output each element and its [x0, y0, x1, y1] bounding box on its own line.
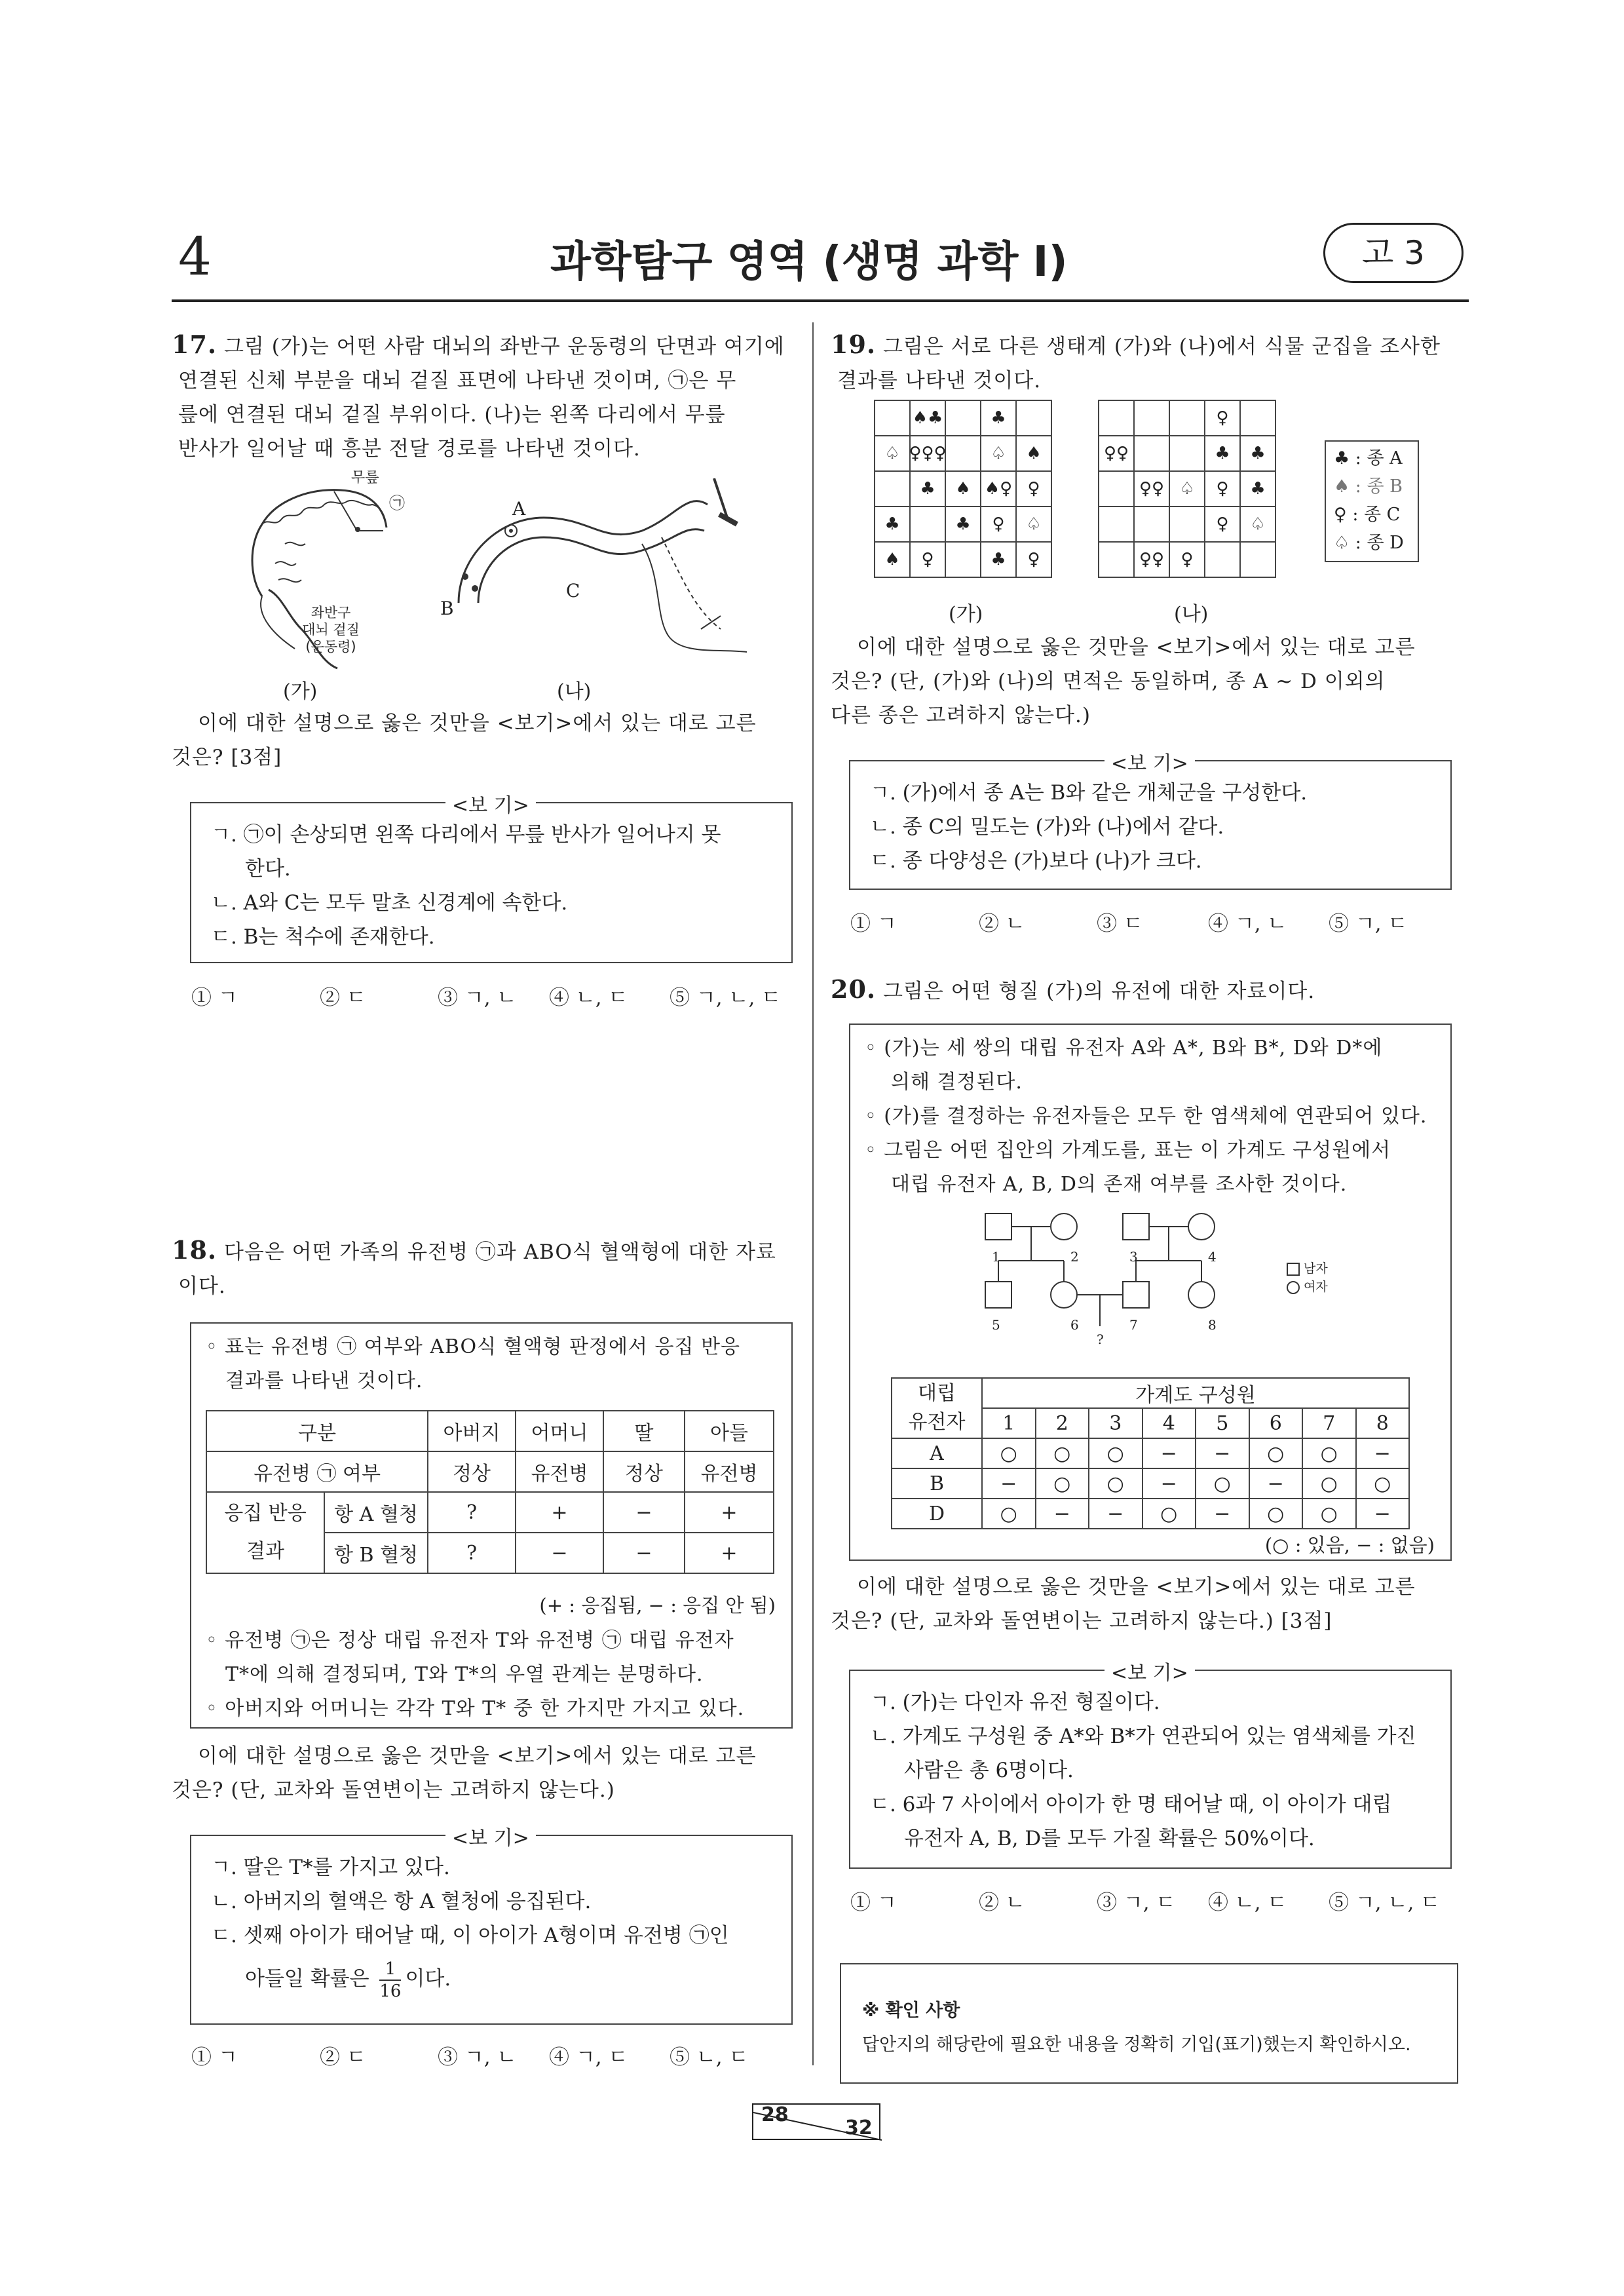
q20-stem — [831, 972, 1460, 1008]
bogi-item: 유전자 A, B, D를 모두 가질 확률은 50%이다. — [904, 1827, 1315, 1850]
grid-cell: ♀ — [981, 507, 1017, 543]
grid-cell: ♤ — [1017, 507, 1052, 543]
choice-2[interactable]: ② ㄷ — [320, 2046, 366, 2069]
ped-id: 1 — [992, 1249, 1000, 1265]
q18-question: 이에 대한 설명으로 옳은 것만을 <보기>에서 있는 대로 고른 것은? (단, 교차와 돌연변이는 고려하지 않는다.) — [172, 1744, 757, 1802]
q20-choices — [850, 1886, 1440, 1915]
grid-cell — [1205, 543, 1241, 578]
grid-cell: ♀ — [1205, 507, 1241, 543]
choice-2[interactable]: ② ㄷ — [320, 986, 366, 1010]
q20-box-item: 대립 유전자 A, B, D의 존재 여부를 조사한 것이다. — [891, 1173, 1348, 1196]
grid-cell — [1099, 543, 1135, 578]
table-cell: ○ — [1302, 1438, 1356, 1468]
bogi-item: ㄱ. (가)는 다인자 유전 형질이다. — [870, 1691, 1160, 1714]
table-col-header: 1 — [982, 1408, 1036, 1438]
q17-text-line: 반사가 일어날 때 흥분 전달 경로를 나타낸 것이다. — [178, 437, 641, 461]
table-cell: ○ — [1089, 1438, 1142, 1468]
grade-badge — [1323, 223, 1463, 283]
table-cell: − — [1089, 1499, 1142, 1529]
table-col-header: 8 — [1356, 1408, 1410, 1438]
table-cell: − — [1036, 1499, 1089, 1529]
q18-text-line: 이다. — [178, 1274, 226, 1298]
choice-4[interactable]: ④ ㄱ, ㄷ — [549, 2046, 628, 2069]
choice-5[interactable]: ⑤ ㄴ, ㄷ — [670, 2046, 749, 2069]
grid-cell: ♣ — [911, 472, 946, 507]
grid-cell: ♤ — [981, 436, 1017, 472]
table-cell: − — [1356, 1499, 1410, 1529]
q17-question: 이에 대한 설명으로 옳은 것만을 <보기>에서 있는 대로 고른 것은? [3점] — [172, 712, 757, 769]
choice-4[interactable]: ④ ㄴ, ㄷ — [549, 986, 628, 1010]
choice-1[interactable]: ① ㄱ — [850, 1891, 897, 1915]
choice-1[interactable]: ① ㄱ — [191, 986, 238, 1010]
q17-text-line: 릎에 연결된 대뇌 겉질 부위이다. (나)는 왼쪽 다리에서 무릎 — [178, 403, 726, 427]
bogi-title: <보 기> — [445, 789, 536, 818]
q18-box-item: ◦ 표는 유전병 ㉠ 여부와 ABO식 혈액형 판정에서 응집 반응 — [206, 1335, 740, 1358]
grid-cell: ♣ — [1241, 436, 1276, 472]
choice-2[interactable]: ② ㄴ — [979, 1891, 1025, 1915]
q17-text-line: 그림 (가)는 어떤 사람 대뇌의 좌반구 운동령의 단면과 여기에 — [223, 335, 785, 358]
bogi-item: 아들일 확률은 $\frac{1}{16}$ 이다. — [245, 1959, 451, 2001]
table-row — [892, 1499, 1409, 1529]
grid-cell: ♣ — [946, 507, 981, 543]
q20-data-box — [849, 1024, 1452, 1561]
q17-choices — [191, 981, 781, 1010]
q19-question: 이에 대한 설명으로 옳은 것만을 <보기>에서 있는 대로 고른 것은? (단, (가)와 (나)의 면적은 동일하며, 종 A ~ D 이외의 다른 종은 고려하지 않는다.) — [831, 636, 1416, 727]
grid-cell — [1017, 401, 1052, 436]
q19-stem — [831, 328, 1460, 398]
q18-text-line: 다음은 어떤 가족의 유전병 ㉠과 ABO식 혈액형에 대한 자료 — [223, 1240, 776, 1264]
table-cell: − — [982, 1468, 1036, 1499]
grid-cell: ♠ — [875, 543, 911, 578]
grid-cell: ♀ — [1017, 472, 1052, 507]
table-col-header: 6 — [1249, 1408, 1303, 1438]
q20-box-item: ◦ (가)는 세 쌍의 대립 유전자 A와 A*, B와 B*, D와 D*에 — [865, 1037, 1383, 1060]
table-cell: − — [1356, 1438, 1410, 1468]
bogi-title: <보 기> — [1105, 1656, 1195, 1685]
grid-cell: ♀ — [1170, 543, 1205, 578]
q20-number: 20. — [831, 974, 877, 1004]
bogi-title: <보 기> — [1105, 747, 1195, 776]
grid-cell — [946, 436, 981, 472]
bogi-item: ㄷ. 종 다양성은 (가)보다 (나)가 크다. — [870, 849, 1202, 873]
bogi-item: ㄴ. 아버지의 혈액은 항 A 혈청에 응집된다. — [211, 1890, 592, 1913]
ped-id: 7 — [1129, 1317, 1138, 1333]
q18-stem — [172, 1233, 801, 1303]
table-row-label: D — [892, 1499, 982, 1529]
grid-cell: ♀ — [1205, 401, 1241, 436]
grid-cell: ♤ — [875, 436, 911, 472]
bogi-item: ㄷ. 셋째 아이가 태어날 때, 이 아이가 A형이며 유전병 ㉠인 — [211, 1924, 729, 1947]
table-cell: ○ — [1142, 1499, 1196, 1529]
page-total: 32 — [845, 2116, 873, 2139]
ped-id: 6 — [1070, 1317, 1079, 1333]
grid-cell — [1170, 436, 1205, 472]
bogi-item: ㄴ. A와 C는 모두 말초 신경계에 속한다. — [211, 891, 568, 915]
table-cell: ○ — [1302, 1468, 1356, 1499]
table-cell: − — [1142, 1468, 1196, 1499]
grid-cell — [1241, 543, 1276, 578]
ped-id: 8 — [1208, 1317, 1217, 1333]
bogi-title: <보 기> — [445, 1822, 536, 1850]
grid-cell: ♣ — [875, 507, 911, 543]
choice-1[interactable]: ① ㄱ — [850, 912, 897, 936]
table-cell: ○ — [1249, 1438, 1303, 1468]
q17-label-a: A — [512, 498, 526, 520]
grid-cell: ♀ — [1205, 472, 1241, 507]
q18-box-item: T*에 의해 결정되며, T와 T*의 우열 관계는 분명하다. — [225, 1663, 704, 1686]
table-col-header: 3 — [1089, 1408, 1142, 1438]
column-divider — [812, 322, 814, 2065]
grid-cell: ♣ — [981, 401, 1017, 436]
q18-box-item: ◦ 유전병 ㉠은 정상 대립 유전자 T와 유전병 ㉠ 대립 유전자 — [206, 1629, 734, 1652]
choice-4[interactable]: ④ ㄴ, ㄷ — [1208, 1891, 1287, 1915]
q18-data-box — [190, 1322, 793, 1729]
choice-3[interactable]: ③ ㄱ, ㄴ — [438, 986, 517, 1010]
grid-cell — [1099, 401, 1135, 436]
q20-box-item: ◦ (가)를 결정하는 유전자들은 모두 한 염색체에 연관되어 있다. — [865, 1105, 1427, 1128]
grid-cell: ♤ — [1241, 507, 1276, 543]
choice-3[interactable]: ③ ㄱ, ㄷ — [1097, 1891, 1176, 1915]
q17-label-na: (나) — [557, 680, 592, 703]
grid-cell: ♠♣ — [911, 401, 946, 436]
q19-text-line: 그림은 서로 다른 생태계 (가)와 (나)에서 식물 군집을 조사한 — [882, 335, 1441, 358]
grid-cell: ♣ — [1241, 472, 1276, 507]
q17-figure-na — [445, 478, 753, 668]
grid-cell — [1135, 436, 1170, 472]
q20-box-item: ◦ 그림은 어떤 집안의 가계도를, 표는 이 가계도 구성원에서 — [865, 1139, 1391, 1162]
choice-5[interactable]: ⑤ ㄱ, ㄴ, ㄷ — [1329, 1891, 1441, 1915]
table-cell: ○ — [1036, 1438, 1089, 1468]
grid-cell — [1241, 401, 1276, 436]
q19-grid-ga — [874, 400, 1052, 578]
table-row-label: A — [892, 1438, 982, 1468]
grid-cell — [875, 472, 911, 507]
q20-table: 대립 유전자 가계도 구성원 1 2 3 4 5 6 7 8 A ○ ○ ○ − − ○ ○ − B − ○ ○ − ○ − ○ ○ D ○ − − ○ − ○ ○ − — [891, 1377, 1410, 1529]
table-cell: ○ — [1089, 1468, 1142, 1499]
bogi-item: 한다. — [245, 857, 291, 881]
q17-knee-label: 무릎 — [351, 470, 379, 486]
notice-text: 답안지의 해당란에 필요한 내용을 정확히 기입(표기)했는지 확인하시오. — [862, 2035, 1411, 2055]
bogi-item: ㄱ. 딸은 T*를 가지고 있다. — [211, 1856, 450, 1879]
choice-4[interactable]: ④ ㄱ, ㄴ — [1208, 912, 1287, 936]
table-cell: ○ — [1036, 1468, 1089, 1499]
bogi-item: 사람은 총 6명이다. — [904, 1759, 1074, 1782]
bogi-item: ㄴ. 종 C의 밀도는 (가)와 (나)에서 같다. — [870, 815, 1224, 839]
table-cell: ○ — [1302, 1499, 1356, 1529]
grid-cell: ♀♀ — [1135, 543, 1170, 578]
bogi-item: ㄷ. B는 척수에 존재한다. — [211, 925, 435, 949]
choice-5[interactable]: ⑤ ㄱ, ㄷ — [1329, 912, 1408, 936]
choice-3[interactable]: ③ ㄱ, ㄴ — [438, 2046, 517, 2069]
ped-question: ? — [1097, 1331, 1104, 1347]
grid-cell: ♀ — [1017, 543, 1052, 578]
q17-bogi-box — [190, 794, 793, 963]
q17-mark-label: ㉠ — [389, 494, 405, 512]
q19-label-na: (나) — [1174, 603, 1209, 626]
q19-text-line: 결과를 나타낸 것이다. — [837, 369, 1042, 392]
page-counter — [752, 2103, 880, 2140]
q20-bogi-box — [849, 1662, 1452, 1869]
grade-label: 고 3 — [1361, 234, 1425, 272]
ped-legend: 남자 여자 — [1287, 1259, 1328, 1296]
q20-legend: (○ : 있음, − : 없음) — [1264, 1534, 1435, 1556]
ped-id: 5 — [992, 1317, 1000, 1333]
grid-cell: ♣ — [1205, 436, 1241, 472]
q18-table: 구분 아버지 어머니 딸 아들 유전병 ㉠ 여부 정상 유전병 정상 유전병 응집 반응 결과 항 A 혈청 ? + − + 항 B 혈청 ? − − + — [206, 1410, 774, 1574]
table-cell: − — [1249, 1468, 1303, 1499]
bogi-item: ㄱ. ㉠이 손상되면 왼쪽 다리에서 무릎 반사가 일어나지 못 — [211, 823, 721, 847]
bogi-item: ㄴ. 가계도 구성원 중 A*와 B*가 연관되어 있는 염색체를 가진 — [870, 1725, 1416, 1748]
grid-cell — [1099, 507, 1135, 543]
grid-cell — [946, 543, 981, 578]
q17-stem — [172, 328, 801, 466]
bogi-item: ㄱ. (가)에서 종 A는 B와 같은 개체군을 구성한다. — [870, 781, 1308, 805]
table-cell: − — [1142, 1438, 1196, 1468]
q19-legend: ♣ : 종 A ♠ : 종 B ♀ : 종 C ♤ : 종 D — [1325, 440, 1419, 562]
grid-cell — [1170, 507, 1205, 543]
q18-legend: (+ : 응집됨, − : 응집 안 됨) — [539, 1594, 776, 1617]
page-number: 4 — [178, 226, 212, 287]
page-current: 28 — [761, 2103, 789, 2126]
q20-text-line: 그림은 어떤 형질 (가)의 유전에 대한 자료이다. — [882, 980, 1315, 1003]
grid-cell: ♠♀ — [981, 472, 1017, 507]
grid-cell: ♤ — [1170, 472, 1205, 507]
table-col-header: 7 — [1302, 1408, 1356, 1438]
ped-id: 3 — [1129, 1249, 1138, 1265]
q18-number: 18. — [172, 1235, 217, 1265]
grid-cell: ♀♀ — [1135, 472, 1170, 507]
grid-cell — [946, 401, 981, 436]
table-col-header: 4 — [1142, 1408, 1196, 1438]
grid-cell — [1170, 401, 1205, 436]
choice-5[interactable]: ⑤ ㄱ, ㄴ, ㄷ — [670, 986, 782, 1010]
q19-label-ga: (가) — [949, 603, 983, 626]
q18-choices — [191, 2040, 748, 2070]
q17-number: 17. — [172, 330, 217, 359]
grid-cell: ♀♀♀ — [911, 436, 946, 472]
q19-grid-na — [1098, 400, 1276, 578]
table-cell: − — [1196, 1499, 1249, 1529]
table-col-header: 2 — [1036, 1408, 1089, 1438]
bogi-item: ㄷ. 6과 7 사이에서 아이가 한 명 태어날 때, 이 아이가 대립 — [870, 1793, 1392, 1816]
q19-choices — [850, 907, 1407, 936]
table-row — [892, 1438, 1409, 1468]
grid-cell — [911, 507, 946, 543]
header-rule — [172, 299, 1469, 302]
grid-cell: ♠ — [946, 472, 981, 507]
q17-text-line: 연결된 신체 부분을 대뇌 겉질 표면에 나타낸 것이며, ㉠은 무 — [178, 369, 737, 392]
table-row-label: B — [892, 1468, 982, 1499]
q17-label-b: B — [440, 598, 454, 619]
grid-cell — [1099, 472, 1135, 507]
q19-number: 19. — [831, 330, 877, 359]
ped-id: 2 — [1070, 1249, 1079, 1265]
q17-caption: 좌반구 대뇌 겉질 (운동령) — [302, 605, 360, 655]
grid-cell: ♣ — [981, 543, 1017, 578]
notice-box — [840, 1963, 1458, 2084]
ped-id: 4 — [1208, 1249, 1217, 1265]
grid-cell — [875, 401, 911, 436]
q20-box-item: 의해 결정된다. — [891, 1071, 1023, 1094]
notice-title: ※ 확인 사항 — [862, 2000, 960, 2021]
q17-label-ga: (가) — [283, 680, 318, 703]
table-cell: ○ — [982, 1499, 1036, 1529]
grid-cell: ♠ — [1017, 436, 1052, 472]
grid-cell — [1135, 507, 1170, 543]
q18-box-item: 결과를 나타낸 것이다. — [225, 1369, 423, 1392]
choice-2[interactable]: ② ㄴ — [979, 912, 1025, 936]
q17-label-c: C — [566, 580, 580, 602]
table-cell: ○ — [1356, 1468, 1410, 1499]
table-cell: − — [1196, 1438, 1249, 1468]
grid-cell: ♀ — [911, 543, 946, 578]
choice-1[interactable]: ① ㄱ — [191, 2046, 238, 2069]
q19-bogi-box — [849, 752, 1452, 890]
choice-3[interactable]: ③ ㄷ — [1097, 912, 1143, 936]
q18-box-item: ◦ 아버지와 어머니는 각각 T와 T* 중 한 가지만 가지고 있다. — [206, 1697, 745, 1720]
q18-bogi-box — [190, 1827, 793, 2025]
table-cell: ○ — [982, 1438, 1036, 1468]
grid-cell: ♀♀ — [1099, 436, 1135, 472]
table-cell: ○ — [1249, 1499, 1303, 1529]
grid-cell — [1135, 401, 1170, 436]
table-col-header: 5 — [1196, 1408, 1249, 1438]
q20-question: 이에 대한 설명으로 옳은 것만을 <보기>에서 있는 대로 고른 것은? (단, 교차와 돌연변이는 고려하지 않는다.) [3점] — [831, 1575, 1416, 1633]
table-row — [892, 1468, 1409, 1499]
page-title: 과학탐구 영역 (생명 과학 Ⅰ) — [550, 238, 1068, 286]
table-cell: ○ — [1196, 1468, 1249, 1499]
